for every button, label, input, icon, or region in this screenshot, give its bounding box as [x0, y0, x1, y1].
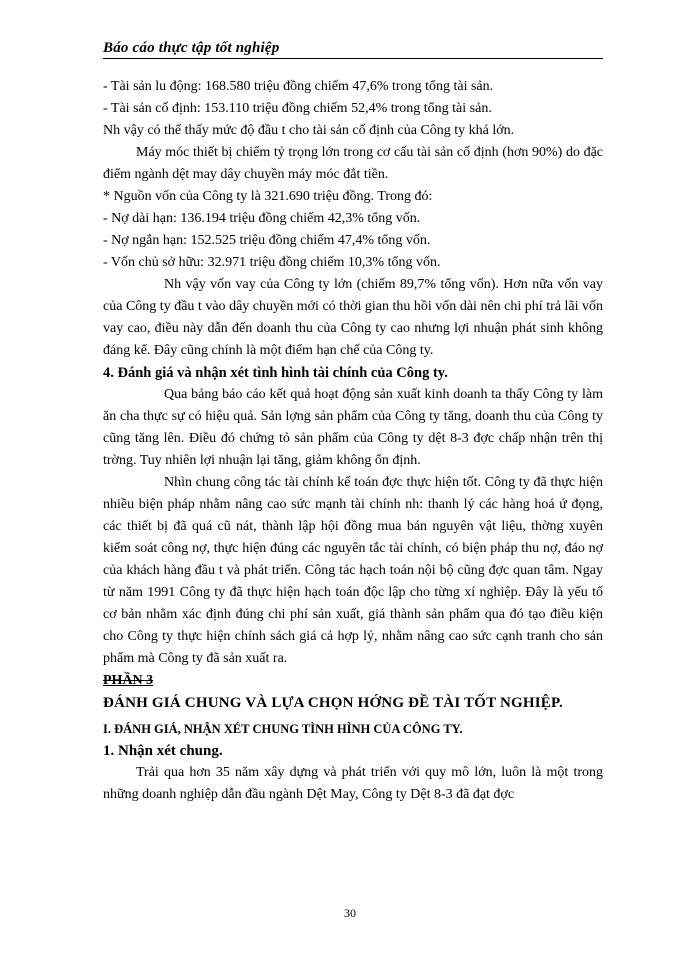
- page-number: 30: [344, 906, 356, 920]
- subsection-heading: I. ĐÁNH GIÁ, NHẬN XÉT CHUNG TÌNH HÌNH CỦA CÔNG TY.: [103, 722, 463, 736]
- paragraph: - Tài sản lu động: 168.580 triệu đồng chiếm 47,6% trong tổng tài sản.: [103, 79, 494, 94]
- section-heading: 4. Đánh giá và nhận xét tình hình tài chính của Công ty.: [103, 365, 448, 381]
- document-body: [103, 76, 603, 806]
- paragraph: - Nợ ngắn hạn: 152.525 triệu đồng chiếm 47,4% tổng vốn.: [103, 233, 431, 248]
- paragraph: Máy móc thiết bị chiếm tỷ trọng lớn trong cơ cấu tài sản cố định (hơn 90%) do đặc điểm ngành dệt may dây chuyền máy móc đắt tiền.: [103, 145, 603, 182]
- paragraph: Nh vậy vốn vay của Công ty lớn (chiếm 89,7% tổng vốn). Hơn nữa vốn vay của Công ty đầu t vào dây chuyền mới có thời gian thu hồi vốn dài nên chi phí trả lãi vốn vay cao, điều này dẫn đến doanh thu của Công ty cao nhưng lợi nhuận phát sinh không đáng kể. Đây cũng chính là một điểm hạn chế của Công ty.: [103, 277, 603, 358]
- part-subtitle: ĐÁNH GIÁ CHUNG VÀ LỰA CHỌN HỚNG ĐỀ TÀI TỐT NGHIỆP.: [103, 695, 563, 711]
- paragraph: Trải qua hơn 35 năm xây dựng và phát triển với quy mô lớn, luôn là một trong những doanh nghiệp dẫn đầu ngành Dệt May, Công ty Dệt 8-3 đã đạt đợc: [103, 765, 603, 802]
- part-title: PHẦN 3: [103, 673, 154, 688]
- subsection-heading: 1. Nhận xét chung.: [103, 743, 223, 759]
- header-rule: [103, 58, 603, 59]
- paragraph: - Vốn chủ sở hữu: 32.971 triệu đồng chiếm 10,3% tổng vốn.: [103, 255, 441, 270]
- paragraph: Qua bảng báo cáo kết quả hoạt động sản xuất kinh doanh ta thấy Công ty làm ăn cha thực sự có hiệu quả. Sản lợng sản phẩm của Công ty tăng, doanh thu của Công ty cũng tăng lên. Điều đó chứng tỏ sản phẩm của Công ty dệt 8-3 đợc chấp nhận trên thị trờng. Tuy nhiên lợi nhuận lại tăng, giảm không ổn định.: [103, 387, 603, 468]
- paragraph: - Tài sản cố định: 153.110 triệu đồng chiếm 52,4% trong tổng tài sản.: [103, 101, 492, 116]
- paragraph: * Nguồn vốn của Công ty là 321.690 triệu đồng. Trong đó:: [103, 189, 433, 204]
- paragraph: Nh vậy có thể thấy mức độ đầu t cho tài sản cố định của Công ty khá lớn.: [103, 123, 515, 138]
- paragraph: - Nợ dài hạn: 136.194 triệu đồng chiếm 42,3% tổng vốn.: [103, 211, 421, 226]
- paragraph: Nhìn chung công tác tài chính kế toán đợc thực hiện tốt. Công ty đã thực hiện nhiều biện pháp nhằm nâng cao sức mạnh tài chính nh: thanh lý các hàng hoá ứ đọng, các thiết bị đã quá cũ nát, thành lập hội đồng mua bán nguyên vật liệu, thờng xuyên kiểm soát công nợ, thực hiện đúng các nguyên tắc tài chính, có biện pháp thu nợ, đáo nợ của khách hàng đầu t và phát triển. Công tác hạch toán nội bộ cũng đợc quan tâm. Ngay từ năm 1991 Công ty đã thực hiện hạch toán độc lập cho từng xí nghiệp. Đây là yếu tố cơ bản nhằm xác định đúng chi phí sản xuất, giá thành sản phẩm qua đó tạo điều kiện cho Công ty thực hiện chính sách giá cả hợp lý, nhằm nâng cao sức cạnh tranh cho sản phẩm mà Công ty đã sản xuất ra.: [103, 475, 603, 666]
- header-title: Báo cáo thực tập tốt nghiệp: [103, 40, 280, 56]
